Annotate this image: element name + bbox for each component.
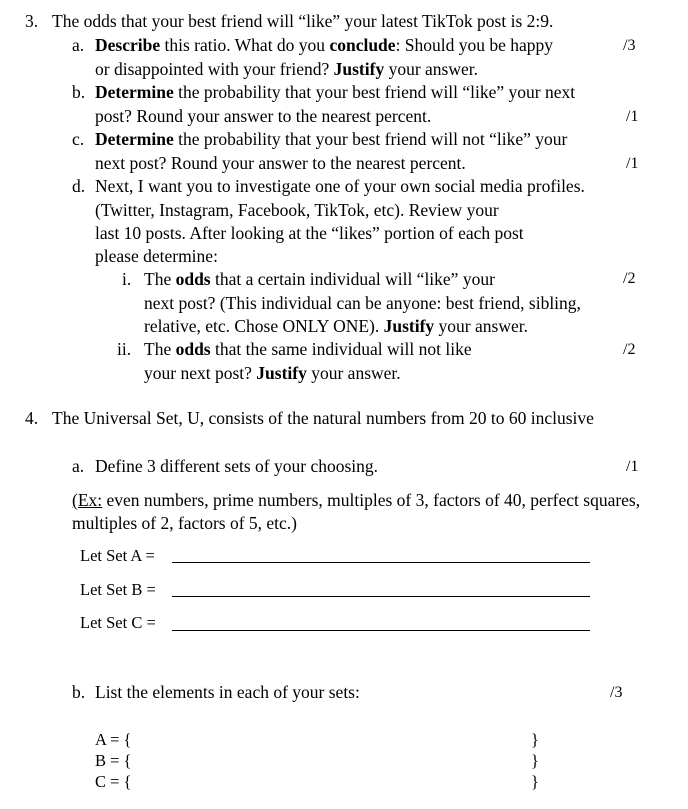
- q3dii-numeral: ii.: [117, 339, 132, 359]
- q4-number: 4.: [25, 408, 39, 428]
- set-c-label: Let Set C =: [80, 613, 156, 632]
- set-b-elements-close: }: [531, 751, 539, 770]
- set-c-elements-close: }: [531, 772, 539, 791]
- q3c-line1: Determine the probability that your best friend will not “like” your: [95, 129, 568, 149]
- set-a-label: Let Set A =: [80, 546, 155, 565]
- q3di-line1: The odds that a certain individual will “like” your: [144, 269, 495, 289]
- q3-number: 3.: [25, 11, 39, 31]
- q3c-line2: next post? Round your answer to the nearest percent.: [95, 153, 466, 173]
- q4b-text: List the elements in each of your sets:: [95, 682, 360, 702]
- set-a-elements-open: A = {: [95, 730, 132, 749]
- q3b-line1: Determine the probability that your best friend will “like” your next: [95, 82, 576, 102]
- q3d-line3: last 10 posts. After looking at the “likes” portion of each post: [95, 223, 524, 243]
- q3dii-line2: your next post? Justify your answer.: [144, 363, 401, 383]
- q4b-letter: b.: [72, 682, 86, 702]
- q3a-marks: /3: [623, 37, 636, 54]
- q3d-letter: d.: [72, 176, 86, 196]
- set-c-elements-open: C = {: [95, 772, 132, 791]
- q3di-line2: next post? (This individual can be anyone: best friend, sibling,: [144, 293, 581, 313]
- q3dii-line1: The odds that the same individual will not like: [144, 339, 472, 359]
- q3-stem: The odds that your best friend will “like” your latest TikTok post is 2:9.: [52, 11, 554, 31]
- q4a-example-line2: multiples of 2, factors of 5, etc.): [72, 513, 298, 533]
- q3d-line1: Next, I want you to investigate one of your own social media profiles.: [95, 176, 585, 196]
- q3di-numeral: i.: [122, 269, 132, 289]
- q3a-line2: or disappointed with your friend? Justify your answer.: [95, 59, 479, 79]
- q3dii-marks: /2: [623, 341, 636, 358]
- q3a-line1: Describe this ratio. What do you conclude: Should you be happy: [95, 35, 554, 55]
- q3b-line2: post? Round your answer to the nearest percent.: [95, 106, 432, 126]
- q4a-example-line1: (Ex: even numbers, prime numbers, multiples of 3, factors of 40, perfect squares,: [72, 490, 641, 510]
- set-a-elements-close: }: [531, 730, 539, 749]
- q4a-marks: /1: [626, 458, 639, 475]
- set-b-answer-line[interactable]: [172, 596, 590, 597]
- q3b-marks: /1: [626, 108, 639, 125]
- q4a-letter: a.: [72, 456, 85, 476]
- q3b-letter: b.: [72, 82, 86, 102]
- q3di-marks: /2: [623, 270, 636, 287]
- q3a-letter: a.: [72, 35, 85, 55]
- q4a-text: Define 3 different sets of your choosing.: [95, 456, 379, 476]
- set-b-label: Let Set B =: [80, 580, 156, 599]
- q4-stem: The Universal Set, U, consists of the natural numbers from 20 to 60 inclusive: [52, 408, 594, 428]
- q4b-marks: /3: [610, 684, 623, 701]
- q3d-line2: (Twitter, Instagram, Facebook, TikTok, etc). Review your: [95, 200, 499, 220]
- set-c-answer-line[interactable]: [172, 630, 590, 631]
- set-a-answer-line[interactable]: [172, 562, 590, 563]
- set-b-elements-open: B = {: [95, 751, 132, 770]
- q3c-marks: /1: [626, 155, 639, 172]
- q3d-line4: please determine:: [95, 246, 218, 266]
- q3c-letter: c.: [72, 129, 85, 149]
- q3di-line3: relative, etc. Chose ONLY ONE). Justify your answer.: [144, 316, 528, 336]
